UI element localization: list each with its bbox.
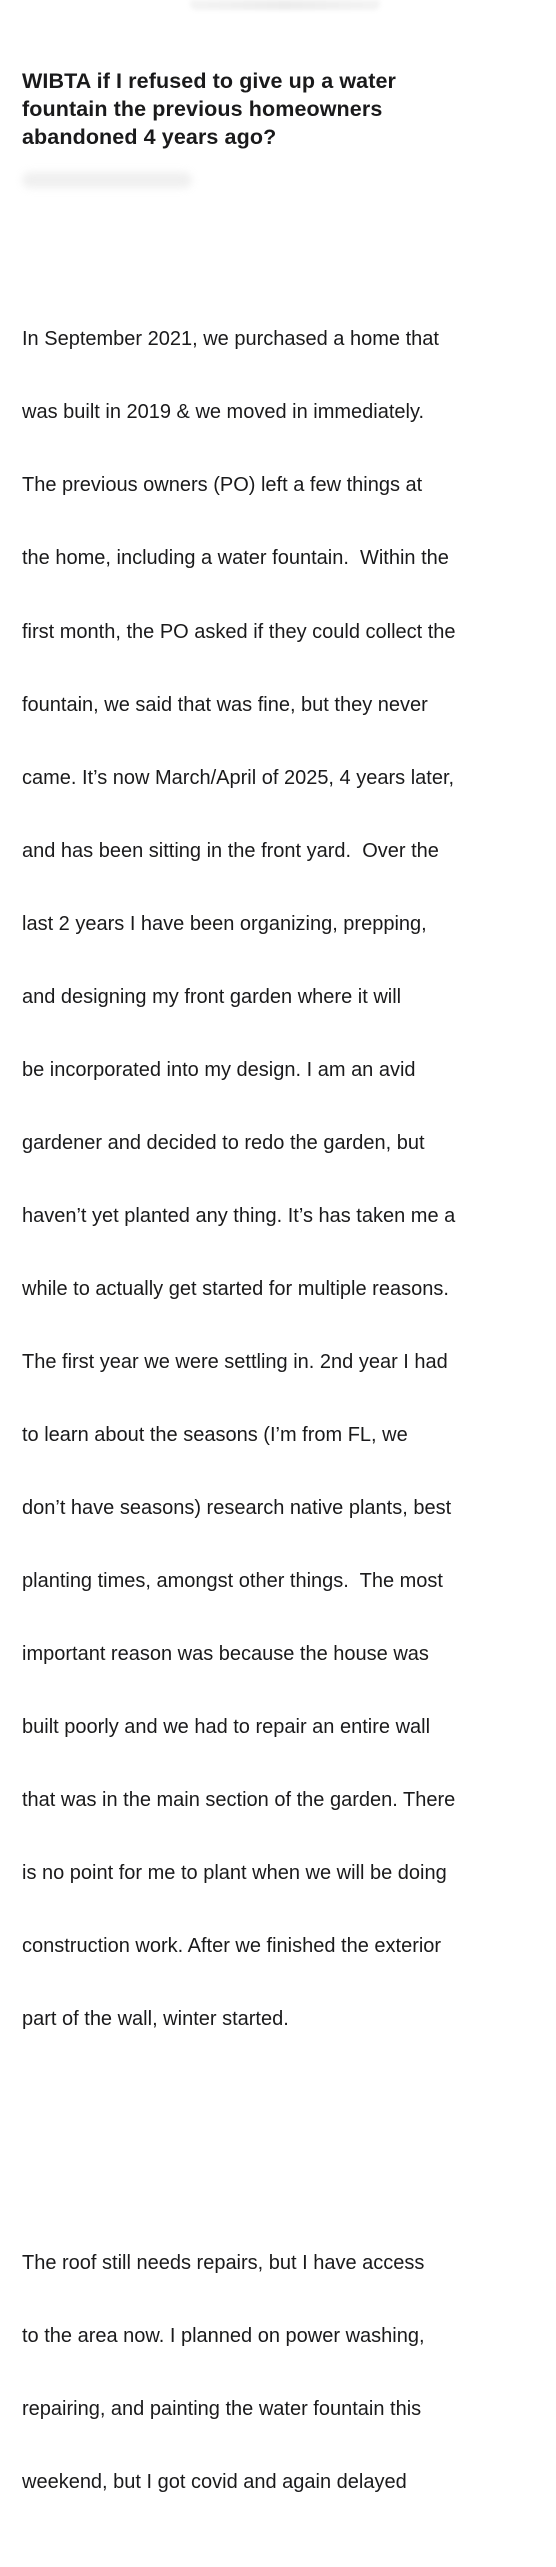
paragraph-gap [22,2129,542,2153]
body-line: The roof still needs repairs, but I have access [22,2251,425,2274]
body-line: is no point for me to plant when we will be doing [22,1862,447,1885]
body-line: don’t have seasons) research native plants, best [22,1496,452,1519]
body-line: the home, including a water fountain. Within the [22,547,449,570]
paragraph-2 [22,2202,542,2543]
body-line: and designing my front garden where it will [22,985,402,1008]
body-line: built poorly and we had to repair an entire wall [22,1715,431,1738]
body-line: repairing, and painting the water fountain this [22,2397,422,2420]
body-line: The first year we were settling in. 2nd year I had [22,1350,448,1373]
paragraph-1 [22,279,542,2080]
body-line: gardener and decided to redo the garden, but [22,1131,425,1154]
body-line: haven’t yet planted any thing. It’s has taken me a [22,1204,456,1227]
body-line: be incorporated into my design. I am an avid [22,1058,416,1081]
top-blurred-region [190,0,380,10]
body-line: to learn about the seasons (I’m from FL, we [22,1423,408,1446]
title-line: fountain the previous homeowners [22,97,383,121]
body-line: planting times, amongst other things. The most [22,1569,443,1592]
body-line: In September 2021, we purchased a home that [22,328,439,351]
body-line: was built in 2019 & we moved in immediately. [22,401,425,424]
post-body [22,230,542,2567]
title-line: WIBTA if I refused to give up a water [22,69,397,93]
body-line: important reason was because the house was [22,1642,429,1665]
blurred-post-meta [22,172,192,188]
body-line: first month, the PO asked if they could collect the [22,620,456,643]
body-line: while to actually get started for multiple reasons. [22,1277,449,1300]
body-line: The previous owners (PO) left a few things at [22,474,423,497]
title-line: abandoned 4 years ago? [22,125,277,149]
post-title [22,67,532,151]
body-line: construction work. After we finished the exterior [22,1935,442,1958]
bottom-edge-mask [0,1008,556,1024]
body-line: fountain, we said that was fine, but they never [22,693,428,716]
body-line: that was in the main section of the garden. There [22,1789,456,1811]
body-line: weekend, but I got covid and again delayed [22,2470,407,2493]
body-line: came. It’s now March/April of 2025, 4 years later, [22,766,455,789]
body-line: and has been sitting in the front yard. Over the [22,839,439,862]
body-line: part of the wall, winter started. [22,2008,289,2031]
body-line: last 2 years I have been organizing, prepping, [22,912,427,935]
body-line: to the area now. I planned on power washing, [22,2324,425,2347]
